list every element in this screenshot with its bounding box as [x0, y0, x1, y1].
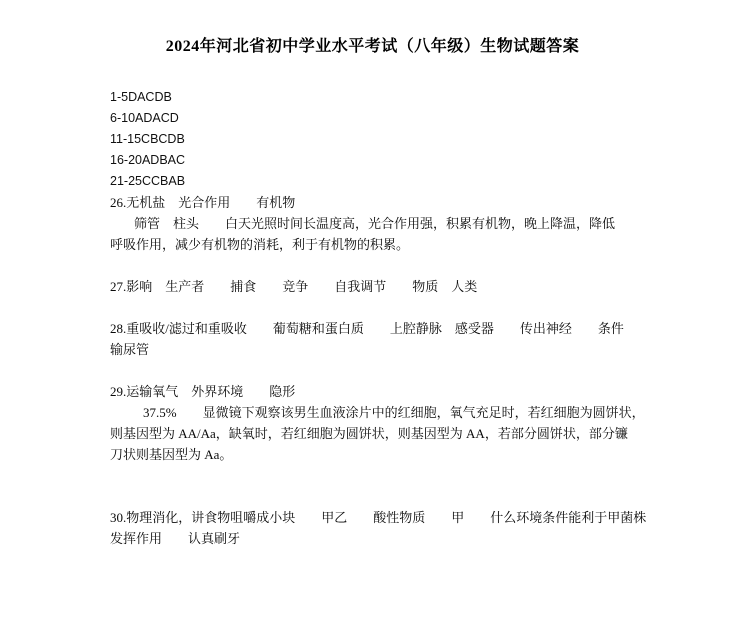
blank-line [110, 360, 665, 381]
choice-answers-21-25: 21-25CCBAB [110, 174, 186, 188]
choice-answers-1-5: 1-5DACDB [110, 90, 172, 104]
q26-answer-line: 26.无机盐 光合作用 有机物 [110, 195, 296, 210]
blank-line [110, 297, 665, 318]
q26-explanation-line-2: 呼吸作用，减少有机物的消耗，利于有机物的积累。 [110, 237, 410, 252]
q30-answer-line-2: 发挥作用 认真刷牙 [110, 531, 241, 546]
document-title: 2024年河北省初中学业水平考试（八年级）生物试题答案 [165, 38, 580, 55]
q29-explanation-line-2: 则基因型为 AA/Aa，缺氧时，若红细胞为圆饼状，则基因型为 AA，若部分圆饼状，部分镰 [110, 426, 628, 441]
q27-answer-line: 27.影响 生产者 捕食 竞争 自我调节 物质 人类 [110, 279, 478, 294]
q29-explanation-line-3: 刀状则基因型为 Aa。 [110, 447, 233, 462]
q30-answer-line-1: 30.物理消化，讲食物咀嚼成小块 甲乙 酸性物质 甲 什么环境条件能利于甲菌株 [110, 510, 647, 525]
document-content [110, 87, 665, 549]
q28-answer-line-2: 输尿管 [110, 342, 150, 357]
q29-explanation-line-1: 37.5% 显微镜下观察该男生血液涂片中的红细胞，氧气充足时，若红细胞为圆饼状， [143, 405, 645, 420]
blank-line [110, 465, 665, 486]
blank-line [110, 255, 665, 276]
blank-line [110, 486, 665, 507]
q29-answer-line: 29.运输氧气 外界环境 隐形 [110, 384, 296, 399]
q26-explanation-line-1: 筛管 柱头 白天光照时间长温度高，光合作用强，积累有机物，晚上降温，降低 [134, 216, 616, 231]
q28-answer-line-1: 28.重吸收/滤过和重吸收 葡萄糖和蛋白质 上腔静脉 感受器 传出神经 条件 [110, 321, 624, 336]
choice-answers-6-10: 6-10ADACD [110, 111, 179, 125]
choice-answers-11-15: 11-15CBCDB [110, 132, 185, 146]
choice-answers-16-20: 16-20ADBAC [110, 153, 186, 167]
